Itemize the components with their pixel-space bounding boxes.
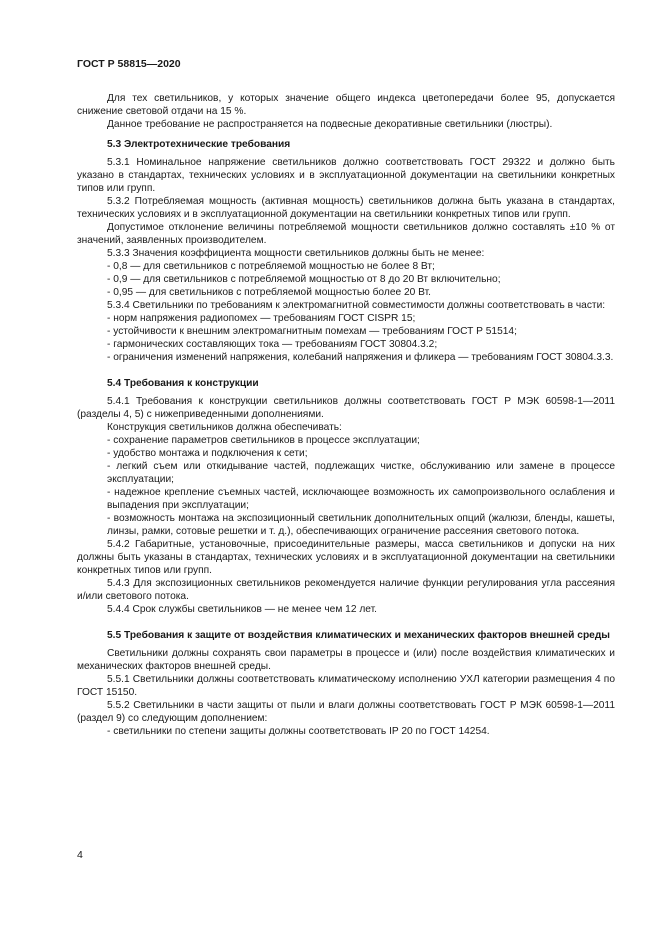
list-item: - надежное крепление съемных частей, исключающее возможность их самопроизвольного ослабления и выпадения при эксплуатации; <box>107 487 615 511</box>
list-item: - 0,8 — для светильников с потребляемой мощностью не более 8 Вт; <box>107 261 435 272</box>
paragraph: Данное требование не распространяется на подвесные декоративные светильники (люстры). <box>107 119 553 130</box>
list-item: - ограничения изменений напряжения, колебаний напряжения и фликера — требованиям ГОСТ 30804.3.3. <box>107 352 614 363</box>
document-header: ГОСТ Р 58815—2020 <box>77 58 181 70</box>
paragraph: 5.5.1 Светильники должны соответствовать климатическому исполнению УХЛ категории размещения 4 по ГОСТ 15150. <box>77 674 615 698</box>
page-number: 4 <box>77 849 83 861</box>
paragraph: 5.4.3 Для экспозиционных светильников рекомендуется наличие функции регулирования угла рассеяния и/или светового потока. <box>77 578 615 602</box>
list-item: - устойчивости к внешним электромагнитным помехам — требованиям ГОСТ Р 51514; <box>107 326 517 337</box>
section-heading: 5.3 Электротехнические требования <box>107 139 291 150</box>
list-item: - гармонических составляющих тока — требованиям ГОСТ 30804.3.2; <box>107 339 438 350</box>
list-item: - возможность монтажа на экспозиционный светильник дополнительных опций (жалюзи, бленды, кашеты, линзы, рамки, сотовые решетки и т. д.), обеспечивающих ограничение рассеяния светового потока. <box>107 513 615 537</box>
paragraph: Конструкция светильников должна обеспечивать: <box>107 422 342 433</box>
paragraph: Светильники должны сохранять свои параметры в процессе и (или) после воздействия климатических и механических факторов внешней среды. <box>77 648 615 672</box>
list-item: - 0,9 — для светильников с потребляемой мощностью от 8 до 20 Вт включительно; <box>107 274 501 285</box>
list-item: - светильники по степени защиты должны соответствовать IP 20 по ГОСТ 14254. <box>107 726 490 737</box>
list-item: - легкий съем или откидывание частей, подлежащих чистке, обслуживанию или замене в процессе эксплуатации; <box>107 461 615 485</box>
list-item: - норм напряжения радиопомех — требованиям ГОСТ CISPR 15; <box>107 313 416 324</box>
section-heading: 5.5 Требования к защите от воздействия климатических и механических факторов внешней среды <box>107 630 610 641</box>
paragraph: 5.5.2 Светильники в части защиты от пыли и влаги должны соответствовать ГОСТ Р МЭК 60598-1—2011 (раздел 9) со следующим дополнением: <box>77 700 615 724</box>
list-item: - сохранение параметров светильников в процессе эксплуатации; <box>107 435 420 446</box>
document-body <box>77 92 615 738</box>
list-item: - удобство монтажа и подключения к сети; <box>107 448 308 459</box>
paragraph: 5.3.1 Номинальное напряжение светильников должно соответствовать ГОСТ 29322 и должно быть указано в стандартах, технических условиях и в эксплуатационной документации на светильники конкретных типов или групп. <box>77 157 615 194</box>
list-item: - 0,95 — для светильников с потребляемой мощностью более 20 Вт. <box>107 287 431 298</box>
paragraph: 5.3.3 Значения коэффициента мощности светильников должны быть не менее: <box>107 248 485 259</box>
paragraph: 5.3.4 Светильники по требованиям к электромагнитной совместимости должны соответствовать в части: <box>107 300 606 311</box>
paragraph: 5.3.2 Потребляемая мощность (активная мощность) светильников должна быть указана в стандартах, технических условиях и в эксплуатационной документации на светильники конкретных типов или групп. <box>77 196 615 220</box>
paragraph: 5.4.1 Требования к конструкции светильников должны соответствовать ГОСТ Р МЭК 60598-1—2011 (разделы 4, 5) с нижеприведенными дополнениями. <box>77 396 615 420</box>
paragraph: 5.4.4 Срок службы светильников — не менее чем 12 лет. <box>107 604 377 615</box>
section-heading: 5.4 Требования к конструкции <box>107 378 259 389</box>
paragraph: 5.4.2 Габаритные, установочные, присоединительные размеры, масса светильников и допуски на них должны быть указаны в стандартах, технических условиях и в эксплуатационной документации на светильники конкретных типов или групп. <box>77 539 615 576</box>
paragraph: Допустимое отклонение величины потребляемой мощности светильников должно составлять ±10 % от значений, заявленных производителем. <box>77 222 615 246</box>
paragraph: Для тех светильников, у которых значение общего индекса цветопередачи более 95, допускается снижение световой отдачи на 15 %. <box>77 93 615 117</box>
